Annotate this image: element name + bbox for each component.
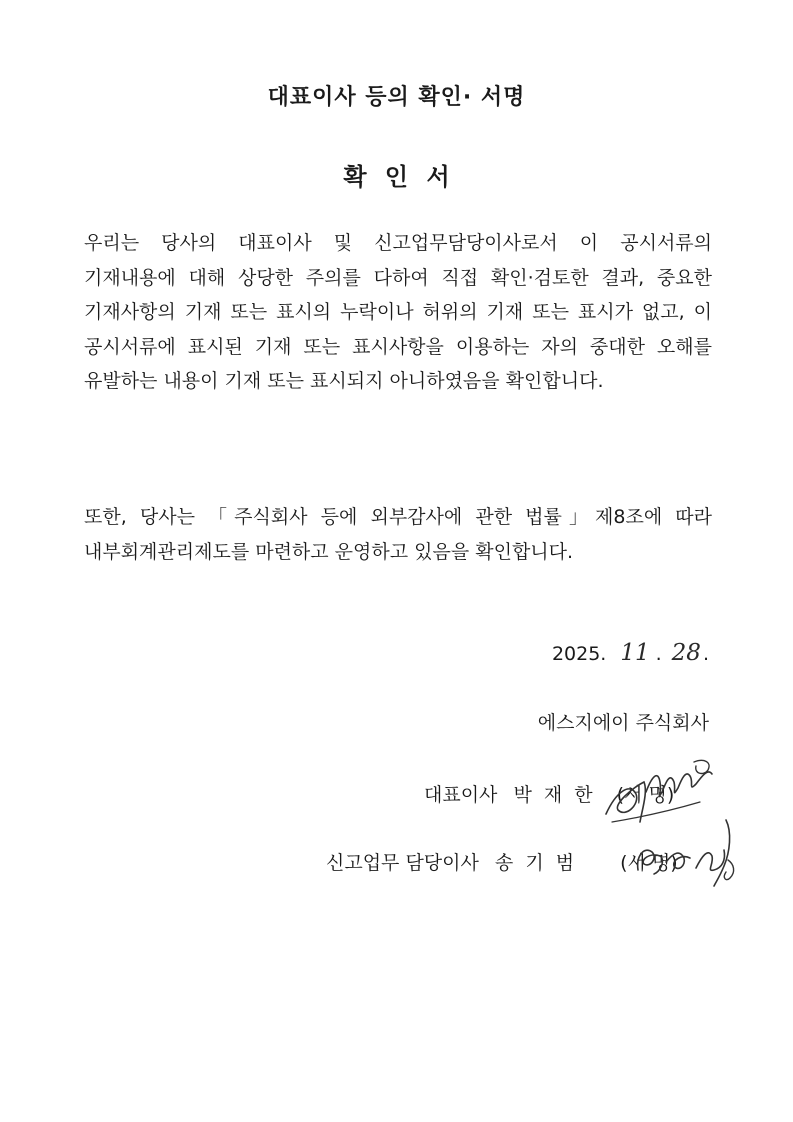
signatory-title: 대표이사	[424, 784, 498, 806]
signatory-ceo	[424, 780, 674, 807]
document-heading: 확 인 서	[343, 163, 450, 191]
signatory-disclosure-officer	[326, 848, 678, 875]
page-title: 대표이사 등의 확인· 서명	[267, 85, 526, 110]
document-date	[552, 640, 709, 666]
signature-placeholder: (서 명)	[616, 784, 675, 806]
internal-control-paragraph: 또한, 당사는 「주식회사 등에 외부감사에 관한 법률」제8조에 따라 내부회계관리제도를 마련하고 운영하고 있음을 확인합니다.	[84, 506, 712, 563]
date-day-handwritten: 28	[671, 640, 701, 666]
signatory-name: 송 기 범	[494, 852, 575, 874]
date-end: .	[702, 643, 709, 665]
date-separator: .	[655, 643, 662, 665]
company-name: 에스지에이 주식회사	[537, 712, 709, 734]
signature-placeholder: (서 명)	[620, 852, 678, 874]
date-year: 2025.	[551, 643, 607, 665]
signatory-title: 신고업무 담당이사	[326, 852, 479, 874]
date-month-handwritten: 11	[620, 640, 650, 666]
signatory-name: 박 재 한	[513, 784, 593, 806]
confirmation-paragraph: 우리는 당사의 대표이사 및 신고업무담당이사로서 이 공시서류의 기재내용에 대해 상당한 주의를 다하여 직접 확인·검토한 결과, 중요한 기재사항의 기재 또는 표시의 누락이나 허위의 기재 또는 표시가 없고, 이 공시서류에 표시된 기재 또는 표시사항을 이용하는 자의 중대한 오해를 유발하는 내용이 기재 또는 표시되지 아니하였음을 확인합니다.	[84, 232, 712, 392]
